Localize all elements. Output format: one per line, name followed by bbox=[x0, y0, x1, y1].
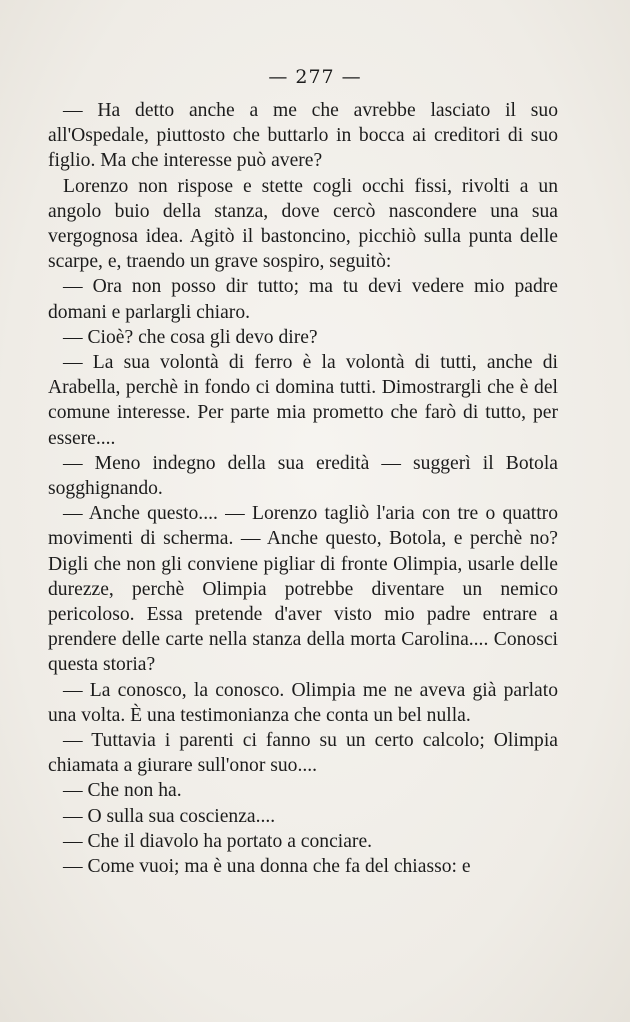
page-number: — 277 — bbox=[268, 66, 362, 88]
paragraph-3: — Ora non posso dir tutto; ma tu devi vedere mio padre domani e parlargli chiaro. bbox=[48, 276, 558, 323]
paragraph-12: — Che il diavolo ha portato a conciare. bbox=[63, 830, 373, 852]
paragraph-13: — Come vuoi; ma è una donna che fa del chiasso: e bbox=[63, 856, 471, 878]
paragraph-8: — La conosco, la conosco. Olimpia me ne aveva già parlato una volta. È una testimonianza che conta un bel nulla. bbox=[48, 679, 558, 726]
paragraph-9: — Tuttavia i parenti ci fanno su un certo calcolo; Olimpia chiamata a giurare sull'onor suo.... bbox=[48, 730, 558, 777]
paragraph-2: Lorenzo non rispose e stette cogli occhi fissi, rivolti a un angolo buio della stanza, dove cercò nascondere una sua vergognosa idea. Agitò il bastoncino, picchiò sulla punta delle scarpe, e, traendo un grave sospiro, seguitò: bbox=[48, 175, 558, 273]
paragraph-10: — Che non ha. bbox=[63, 780, 182, 802]
paragraph-7: — Anche questo.... — Lorenzo tagliò l'aria con tre o quattro movimenti di scherma. — Anche questo, Botola, e perchè no? Digli che non gli conviene pigliar di fronte Olimpia, usarle delle durezze, perchè Olimpia potrebbe diventare un nemico pericoloso. Essa pretende d'aver visto mio padre entrare a prendere delle carte nella stanza della morta Carolina.... Conosci questa storia? bbox=[48, 503, 558, 676]
paragraph-11: — O sulla sua coscienza.... bbox=[63, 805, 276, 827]
page-text bbox=[48, 98, 558, 879]
paragraph-6: — Meno indegno della sua eredità — suggerì il Botola sogghignando. bbox=[48, 452, 558, 500]
paragraph-1: — Ha detto anche a me che avrebbe lasciato il suo all'Ospedale, piuttosto che buttarlo in bocca ai creditori di suo figlio. Ma che interesse può avere? bbox=[48, 100, 558, 172]
paragraph-5: — La sua volontà di ferro è la volontà di tutti, anche di Arabella, perchè in fondo ci domina tutti. Dimostrargli che è del comune interesse. Per parte mia prometto che farò di tutto, per essere.... bbox=[48, 352, 558, 449]
paragraph-4: — Cioè? che cosa gli devo dire? bbox=[63, 326, 318, 348]
